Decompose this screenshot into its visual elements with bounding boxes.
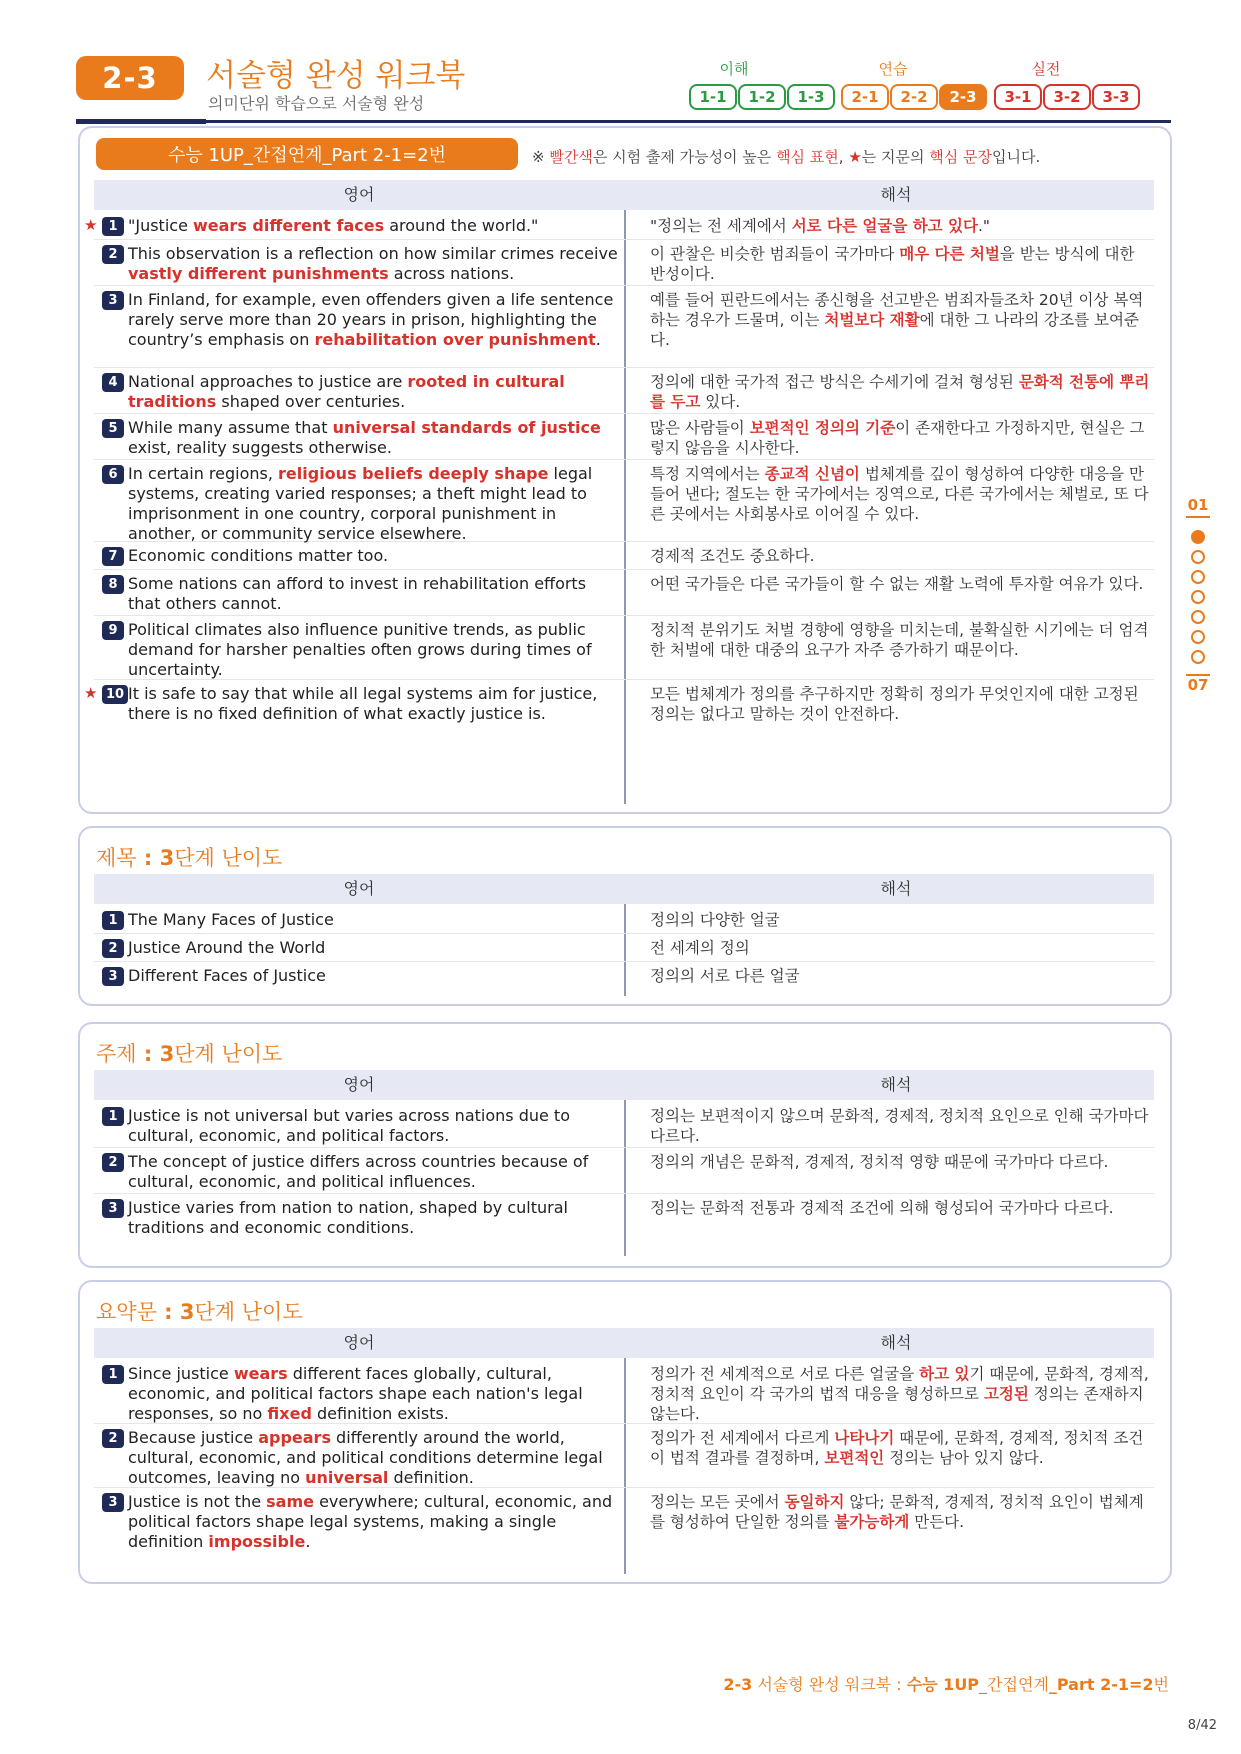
korean-translation: 경제적 조건도 중요하다. xyxy=(650,547,815,565)
group-label-real: 실전 xyxy=(1031,60,1061,78)
row-number: 2 xyxy=(102,1153,124,1172)
progress-dot[interactable] xyxy=(1191,610,1205,624)
korean-translation: 예를 들어 핀란드에서는 종신형을 선고받은 범죄자들조차 20년 이상 복역하는 경우가 드물며, 이는 처벌보다 재활에 대한 그 나라의 강조를 보여준다. xyxy=(650,291,1144,349)
section-title: 수능 1UP_간접연계_Part 2-1=2번 xyxy=(96,138,518,170)
step-1-3[interactable]: 1-3 xyxy=(787,84,835,110)
summary-section xyxy=(78,1280,1172,1584)
english-sentence: "Justice wears different faces around the world." xyxy=(128,216,539,235)
col-header-english: 영어 xyxy=(343,1333,375,1352)
korean-translation: 정의에 대한 국가적 접근 방식은 수세기에 걸쳐 형성된 문화적 전통에 뿌리를 두고 있다. xyxy=(650,373,1150,411)
korean-translation: "정의는 전 세계에서 서로 다른 얼굴을 하고 있다." xyxy=(650,217,991,235)
english-sentence: It is safe to say that while all legal systems aim for justice, there is no fixed definition of what exactly justice is. xyxy=(128,684,598,723)
table-row xyxy=(94,1360,1154,1424)
korean-translation: 특정 지역에서는 종교적 신념이 법체계를 깊이 형성하여 다양한 대응을 만들어 낸다; 절도는 한 국가에서는 징역으로, 다른 국가에서는 체벌로, 또 다른 곳에서는 사회봉사로 이어질 수 있다. xyxy=(650,465,1149,523)
row-number: 3 xyxy=(102,291,124,310)
table-row xyxy=(94,414,1154,460)
korean-translation: 정의는 보편적이지 않으며 문화적, 경제적, 정치적 요인으로 인해 국가마다 다르다. xyxy=(650,1107,1149,1145)
col-header-english: 영어 xyxy=(343,879,375,898)
row-number: 2 xyxy=(102,1429,124,1448)
col-header-korean: 해석 xyxy=(880,1333,912,1352)
table-row xyxy=(94,934,1154,962)
side-nav-start: 01 xyxy=(1187,496,1209,514)
english-sentence: Political climates also influence punitive trends, as public demand for harsher penalties often grows during times of uncertainty. xyxy=(128,620,592,679)
page-title: 서술형 완성 워크북 xyxy=(206,58,466,94)
korean-translation: 정의가 전 세계적으로 서로 다른 얼굴을 하고 있기 때문에, 문화적, 경제적, 정치적 요인이 각 국가의 법적 대응을 형성하므로 고정된 정의는 존재하지 않는다. xyxy=(650,1365,1149,1423)
korean-translation: 정의는 모든 곳에서 동일하지 않다; 문화적, 경제적, 정치적 요인이 법체계를 형성하여 단일한 정의를 불가능하게 만든다. xyxy=(650,1493,1144,1531)
table-row xyxy=(94,1194,1154,1240)
group-label-understand: 이해 xyxy=(719,60,749,78)
english-sentence: National approaches to justice are rooted in cultural traditions shaped over centuries. xyxy=(128,372,565,411)
english-sentence: Justice is not universal but varies across nations due to cultural, economic, and political factors. xyxy=(128,1106,570,1145)
col-header-korean: 해석 xyxy=(880,1075,912,1094)
table-row xyxy=(94,542,1154,570)
table-row xyxy=(94,1488,1154,1552)
step-2-2[interactable]: 2-2 xyxy=(890,84,938,110)
page-subtitle: 의미단위 학습으로 서술형 완성 xyxy=(208,94,425,113)
row-number: 3 xyxy=(102,1493,124,1512)
side-progress-nav xyxy=(1183,496,1213,696)
side-nav-rule-top xyxy=(1186,516,1210,518)
step-3-3[interactable]: 3-3 xyxy=(1092,84,1140,110)
row-number: 3 xyxy=(102,1199,124,1218)
col-header-english: 영어 xyxy=(343,1075,375,1094)
row-number: 7 xyxy=(102,547,124,566)
row-number: 6 xyxy=(102,465,124,484)
korean-translation: 정의의 개념은 문화적, 경제적, 정치적 영향 때문에 국가마다 다르다. xyxy=(650,1153,1109,1171)
footer-title: 2-3 서술형 완성 워크북 : 수능 1UP_간접연계_Part 2-1=2번 xyxy=(723,1675,1169,1694)
english-sentence: Justice is not the same everywhere; cultural, economic, and political factors shape legal systems, making a single definition impossible. xyxy=(128,1492,613,1551)
english-sentence: Because justice appears differently around the world, cultural, economic, and political conditions determine legal outcomes, leaving no universal definition. xyxy=(128,1428,603,1487)
table-row xyxy=(94,1148,1154,1194)
section-heading: 주제 : 3단계 난이도 xyxy=(96,1042,283,1066)
table-row xyxy=(94,368,1154,414)
table-row xyxy=(94,616,1154,680)
table-row xyxy=(94,240,1154,286)
korean-translation: 정치적 분위기도 처벌 경향에 영향을 미치는데, 불확실한 시기에는 더 엄격한 처벌에 대한 대중의 요구가 자주 증가하기 때문이다. xyxy=(650,621,1149,659)
star-icon: ★ xyxy=(84,684,98,702)
korean-translation: 정의가 전 세계에서 다르게 나타나기 때문에, 문화적, 경제적, 정치적 조건이 법적 결과를 결정하며, 보편적인 정의는 남아 있지 않다. xyxy=(650,1429,1144,1467)
step-1-2[interactable]: 1-2 xyxy=(738,84,786,110)
row-number: 8 xyxy=(102,575,124,594)
star-icon: ★ xyxy=(84,216,98,234)
korean-translation: 많은 사람들이 보편적인 정의의 기준이 존재한다고 가정하지만, 현실은 그렇지 않음을 시사한다. xyxy=(650,419,1145,457)
progress-dot[interactable] xyxy=(1191,590,1205,604)
table-row xyxy=(94,570,1154,616)
progress-dot[interactable] xyxy=(1191,650,1205,664)
english-sentence: The Many Faces of Justice xyxy=(128,910,334,929)
english-sentence: This observation is a reflection on how similar crimes receive vastly different punishments across nations. xyxy=(128,244,618,283)
page-number: 8/42 xyxy=(1187,1718,1217,1733)
row-number: 1 xyxy=(102,911,124,930)
title-section xyxy=(78,826,1172,1006)
table-row xyxy=(94,1102,1154,1148)
section-heading: 제목 : 3단계 난이도 xyxy=(96,846,283,870)
english-sentence: Justice Around the World xyxy=(128,938,326,957)
english-sentence: While many assume that universal standards of justice exist, reality suggests otherwise. xyxy=(128,418,601,457)
table-row xyxy=(94,460,1154,542)
step-2-3-active[interactable]: 2-3 xyxy=(939,84,987,110)
row-number: 4 xyxy=(102,373,124,392)
english-sentence: Justice varies from nation to nation, shaped by cultural traditions and economic conditions. xyxy=(128,1198,568,1237)
english-sentence: In Finland, for example, even offenders given a life sentence rarely serve more than 20 years in prison, highlighting the country’s emphasis on rehabilitation over punishment. xyxy=(128,290,614,349)
row-number: 9 xyxy=(102,621,124,640)
table-row xyxy=(84,680,1154,744)
row-number: 1 xyxy=(102,1107,124,1126)
table-row xyxy=(94,286,1154,368)
row-number: 3 xyxy=(102,967,124,986)
table-header xyxy=(94,1070,1154,1100)
row-number: 1 xyxy=(102,217,124,236)
col-header-korean: 해석 xyxy=(880,879,912,898)
table-header xyxy=(94,874,1154,904)
korean-translation: 어떤 국가들은 다른 국가들이 할 수 없는 재활 노력에 투자할 여유가 있다. xyxy=(650,575,1144,593)
korean-translation: 이 관찰은 비슷한 범죄들이 국가마다 매우 다른 처벌을 받는 방식에 대한 반성이다. xyxy=(650,245,1135,283)
table-row xyxy=(94,906,1154,934)
group-label-practice: 연습 xyxy=(878,60,908,78)
table-row xyxy=(94,962,1154,990)
row-number: 5 xyxy=(102,419,124,438)
progress-dot[interactable] xyxy=(1191,550,1205,564)
korean-translation: 정의는 문화적 전통과 경제적 조건에 의해 형성되어 국가마다 다르다. xyxy=(650,1199,1114,1217)
header-divider xyxy=(76,120,1171,123)
progress-dot[interactable] xyxy=(1191,570,1205,584)
progress-dot[interactable] xyxy=(1191,630,1205,644)
table-row xyxy=(94,1424,1154,1488)
row-number: 2 xyxy=(102,245,124,264)
english-sentence: Some nations can afford to invest in rehabilitation efforts that others cannot. xyxy=(128,574,587,613)
english-sentence: Different Faces of Justice xyxy=(128,966,326,985)
korean-translation: 모든 법체계가 정의를 추구하지만 정확히 정의가 무엇인지에 대한 고정된 정의는 없다고 말하는 것이 안전하다. xyxy=(650,685,1139,723)
col-header-english: 영어 xyxy=(343,185,375,204)
table-header xyxy=(94,1328,1154,1358)
progress-dot[interactable] xyxy=(1191,530,1205,544)
english-sentence: The concept of justice differs across countries because of cultural, economic, and political influences. xyxy=(128,1152,589,1191)
col-header-korean: 해석 xyxy=(880,185,912,204)
page-header xyxy=(76,50,1171,126)
table-header xyxy=(94,180,1154,210)
english-sentence: Economic conditions matter too. xyxy=(128,546,389,565)
korean-translation: 전 세계의 정의 xyxy=(650,939,750,957)
lesson-badge: 2-3 xyxy=(76,56,184,100)
korean-translation: 정의의 다양한 얼굴 xyxy=(650,911,780,929)
side-nav-end: 07 xyxy=(1187,676,1209,694)
step-navigation xyxy=(671,58,1171,114)
step-2-1[interactable]: 2-1 xyxy=(841,84,889,110)
step-3-1[interactable]: 3-1 xyxy=(994,84,1042,110)
korean-translation: 정의의 서로 다른 얼굴 xyxy=(650,967,800,985)
step-1-1[interactable]: 1-1 xyxy=(689,84,737,110)
english-sentence: Since justice wears different faces globally, cultural, economic, and political factors shape each nation's legal responses, so no fixed definition exists. xyxy=(128,1364,583,1423)
section-heading: 요약문 : 3단계 난이도 xyxy=(96,1300,303,1324)
step-3-2[interactable]: 3-2 xyxy=(1043,84,1091,110)
main-sentence-section xyxy=(78,126,1172,814)
legend-note: ※ 빨간색은 시험 출제 가능성이 높은 핵심 표현, ★는 지문의 핵심 문장입니다. xyxy=(532,148,1041,166)
table-row xyxy=(84,212,1154,240)
row-number: 10 xyxy=(102,685,128,704)
theme-section xyxy=(78,1022,1172,1268)
row-number: 1 xyxy=(102,1365,124,1384)
row-number: 2 xyxy=(102,939,124,958)
english-sentence: In certain regions, religious beliefs deeply shape legal systems, creating varied responses; a theft might lead to imprisonment in one country, corporal punishment in another, or community service elsewhere. xyxy=(128,464,593,543)
